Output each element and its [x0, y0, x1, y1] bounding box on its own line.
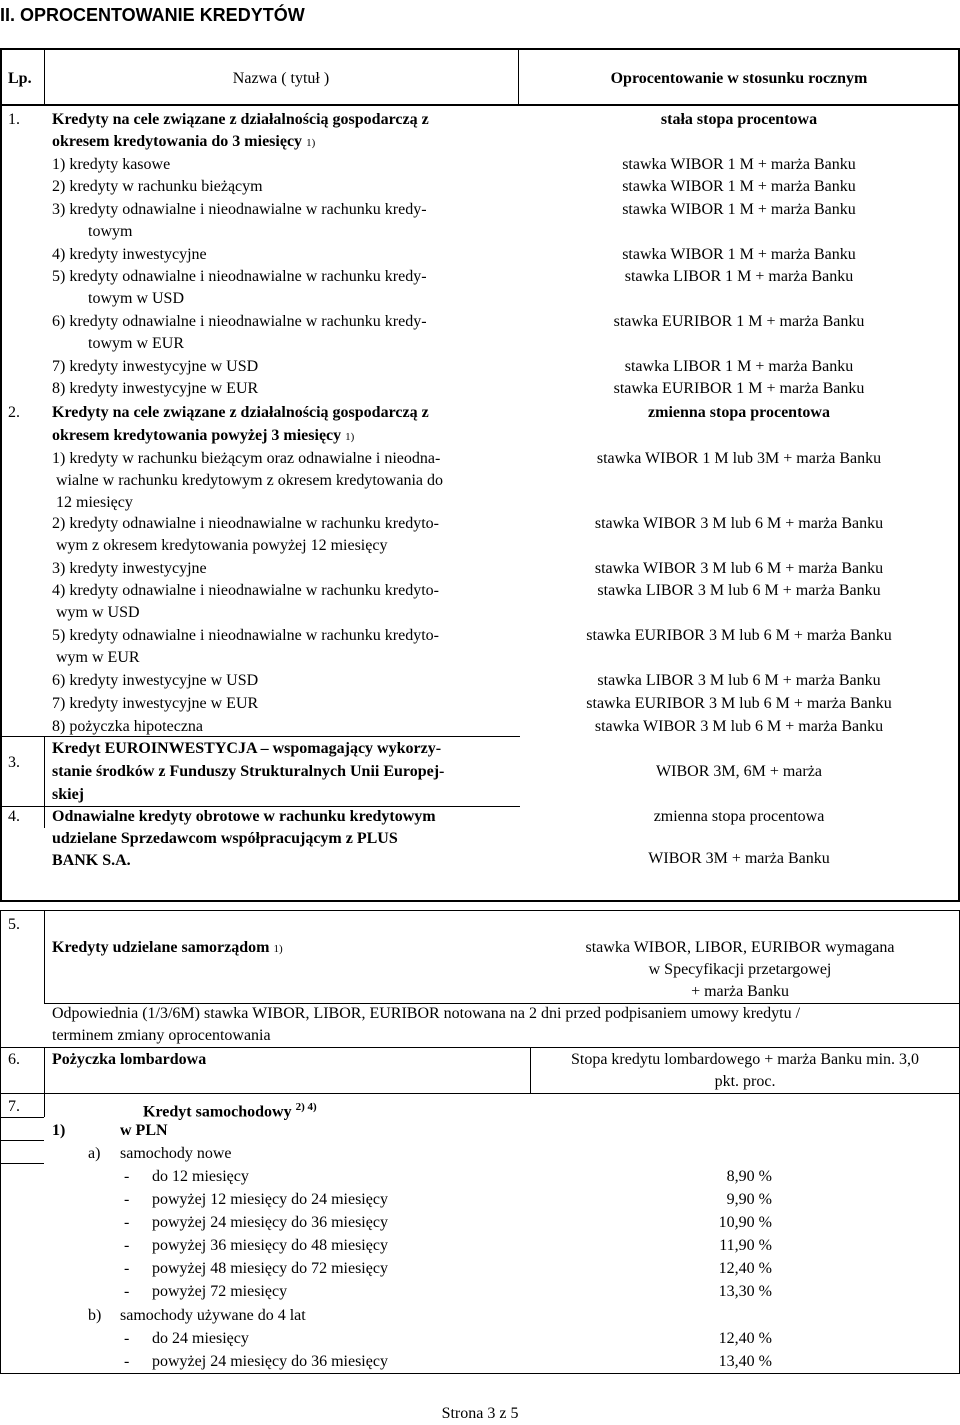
s6-number: 6. [8, 1051, 20, 1068]
s2-item-rate: stawka LIBOR 3 M lub 6 M + marża Banku [597, 582, 881, 599]
s7-row-rate: 8,90 % [726, 1168, 772, 1185]
s7-row-label: do 24 miesięcy [152, 1330, 249, 1347]
s7-row-rate: 12,40 % [718, 1330, 772, 1347]
s1-item-rate: stawka WIBOR 1 M + marża Banku [622, 246, 856, 263]
s1-item-label-cont: towym [88, 223, 133, 240]
s2-title-line1: Kredyty na cele związane z działalnością gospodarczą z [52, 404, 429, 421]
s7-row-label: powyżej 36 miesięcy do 48 miesięcy [152, 1237, 388, 1254]
s1-item-rate: stawka WIBOR 1 M + marża Banku [622, 201, 856, 218]
s1-item-label: 1) kredyty kasowe [52, 156, 171, 173]
s2-title-note: 1) [345, 431, 355, 443]
s5-note-line1: Odpowiednia (1/3/6M) stawka WIBOR, LIBOR, EURIBOR notowana na 2 dni przed podpisaniem umowy kredytu / [52, 1005, 801, 1022]
s1-item-label-cont: towym w USD [88, 290, 185, 307]
s5-rate-line2: w Specyfikacji przetargowej [648, 961, 832, 978]
s2-item-label: 5) kredyty odnawialne i nieodnawialne w rachunku kredyto- [52, 627, 439, 644]
s7-row-dash: - [124, 1330, 130, 1347]
s7-row-rate: 9,90 % [726, 1191, 772, 1208]
s7-group-letter: b) [88, 1307, 102, 1324]
s2-item-rate: stawka EURIBOR 3 M lub 6 M + marża Banku [586, 695, 892, 712]
s7-title-note: 2) 4) [295, 1101, 317, 1113]
s7-row-label: powyżej 24 miesięcy do 36 miesięcy [152, 1214, 388, 1231]
s2-number: 2. [8, 404, 20, 421]
s7-sub-number: 1) [52, 1122, 66, 1139]
s1-item-label: 5) kredyty odnawialne i nieodnawialne w rachunku kredy- [52, 268, 427, 285]
s1-title-line2: okresem kredytowania do 3 miesięcy [52, 133, 303, 150]
s3-number: 3. [8, 754, 20, 771]
s3-rate: WIBOR 3M, 6M + marża [656, 763, 822, 780]
s3-line1: Kredyt EUROINWESTYCJA – wspomagający wykorzy- [52, 740, 442, 757]
s2-item-label: 8) pożyczka hipoteczna [52, 718, 204, 735]
s1-item-label: 7) kredyty inwestycyjne w USD [52, 358, 259, 375]
s1-item-rate: stawka WIBOR 1 M + marża Banku [622, 156, 856, 173]
s7-number: 7. [8, 1098, 20, 1115]
s6-rate-line2: pkt. proc. [714, 1073, 776, 1090]
s7-sub-title: w PLN [120, 1122, 168, 1139]
s5-rate-line1: stawka WIBOR, LIBOR, EURIBOR wymagana [585, 939, 895, 956]
s7-row-rate: 13,30 % [718, 1283, 772, 1300]
s2-rate-type: zmienna stopa procentowa [648, 404, 830, 421]
s1-item-rate: stawka EURIBOR 1 M + marża Banku [613, 380, 865, 397]
s2-item-label: 7) kredyty inwestycyjne w EUR [52, 695, 259, 712]
s1-item-label: 6) kredyty odnawialne i nieodnawialne w rachunku kredy- [52, 313, 427, 330]
s2-item-label: 2) kredyty odnawialne i nieodnawialne w rachunku kredyto- [52, 515, 439, 532]
s7-row-label: powyżej 24 miesięcy do 36 miesięcy [152, 1353, 388, 1370]
s1-item-rate: stawka WIBOR 1 M + marża Banku [622, 178, 856, 195]
s2-item-label: 12 miesięcy [56, 494, 133, 511]
s7-row-dash: - [124, 1260, 130, 1277]
s7-row-dash: - [124, 1168, 130, 1185]
s4-rate-line1: zmienna stopa procentowa [653, 808, 825, 825]
s7-group-title: samochody używane do 4 lat [120, 1307, 306, 1324]
s1-rate-type: stała stopa procentowa [660, 111, 818, 128]
s4-number: 4. [8, 808, 20, 825]
s7-title: Kredyt samochodowy [143, 1103, 292, 1121]
s2-item-label: 3) kredyty inwestycyjne [52, 560, 207, 577]
s2-item-label: 1) kredyty w rachunku bieżącym oraz odnawialne i nieodna- [52, 450, 441, 467]
s7-row-dash: - [124, 1237, 130, 1254]
s2-item-rate: stawka EURIBOR 3 M lub 6 M + marża Banku [586, 627, 892, 644]
s7-row-dash: - [124, 1191, 130, 1208]
s4-line1: Odnawialne kredyty obrotowe w rachunku kredytowym [52, 808, 436, 825]
s4-line2: udzielane Sprzedawcom współpracującym z PLUS [52, 830, 398, 847]
s7-group-letter: a) [88, 1145, 101, 1162]
s2-title-line2: okresem kredytowania powyżej 3 miesięcy [52, 427, 342, 444]
s1-item-rate: stawka LIBOR 1 M + marża Banku [624, 268, 854, 285]
s1-item-label-cont: towym w EUR [88, 335, 184, 352]
s2-item-rate: stawka WIBOR 1 M lub 3M + marża Banku [596, 450, 882, 467]
s7-row-rate: 12,40 % [718, 1260, 772, 1277]
s7-row-label: do 12 miesięcy [152, 1168, 249, 1185]
page-footer: Strona 3 z 5 [441, 1405, 519, 1422]
s5-title-note: 1) [273, 943, 283, 955]
s7-row-label: powyżej 72 miesięcy [152, 1283, 288, 1300]
s6-title: Pożyczka lombardowa [52, 1051, 207, 1068]
s5-title: Kredyty udzielane samorządom [52, 939, 270, 956]
s7-row-rate: 11,90 % [719, 1237, 772, 1254]
s2-item-label: wialne w rachunku kredytowym z okresem kredytowania do [56, 472, 443, 489]
s7-row-rate: 10,90 % [718, 1214, 772, 1231]
s7-row-rate: 13,40 % [718, 1353, 772, 1370]
s2-item-label: wym z okresem kredytowania powyżej 12 miesięcy [56, 537, 388, 554]
s7-group-title: samochody nowe [120, 1145, 232, 1162]
s2-item-label: 6) kredyty inwestycyjne w USD [52, 672, 259, 689]
s7-row-dash: - [124, 1214, 130, 1231]
s7-row-label: powyżej 48 miesięcy do 72 miesięcy [152, 1260, 388, 1277]
s3-line3: skiej [52, 786, 84, 803]
s6-rate-line1: Stopa kredytu lombardowego + marża Banku min. 3,0 [570, 1051, 920, 1068]
s2-item-label: wym w USD [56, 604, 140, 621]
section-title: II. OPROCENTOWANIE KREDYTÓW [0, 5, 305, 25]
s4-rate-line2: WIBOR 3M + marża Banku [648, 850, 830, 867]
header-rate: Oprocentowanie w stosunku rocznym [610, 70, 868, 87]
s1-item-label: 2) kredyty w rachunku bieżącym [52, 178, 263, 195]
s7-row-dash: - [124, 1283, 130, 1300]
s1-number: 1. [8, 111, 20, 128]
s2-item-rate: stawka WIBOR 3 M lub 6 M + marża Banku [594, 560, 884, 577]
s2-item-rate: stawka WIBOR 3 M lub 6 M + marża Banku [594, 718, 884, 735]
s7-row-dash: - [124, 1353, 130, 1370]
s3-line2: stanie środków z Funduszy Strukturalnych Unii Europej- [52, 763, 445, 780]
s2-item-label: 4) kredyty odnawialne i nieodnawialne w rachunku kredyto- [52, 582, 439, 599]
s1-title-line1: Kredyty na cele związane z działalnością gospodarczą z [52, 111, 429, 128]
s4-line3: BANK S.A. [52, 852, 131, 869]
s1-item-rate: stawka LIBOR 1 M + marża Banku [624, 358, 854, 375]
s2-item-rate: stawka LIBOR 3 M lub 6 M + marża Banku [597, 672, 881, 689]
s7-row-label: powyżej 12 miesięcy do 24 miesięcy [152, 1191, 388, 1208]
s5-note-line2: terminem zmiany oprocentowania [52, 1027, 271, 1044]
s1-title-note: 1) [306, 137, 316, 149]
s1-item-rate: stawka EURIBOR 1 M + marża Banku [613, 313, 865, 330]
header-lp: Lp. [8, 70, 32, 87]
s1-item-label: 4) kredyty inwestycyjne [52, 246, 207, 263]
s2-item-label: wym w EUR [56, 649, 140, 666]
s2-item-rate: stawka WIBOR 3 M lub 6 M + marża Banku [594, 515, 884, 532]
s1-item-label: 8) kredyty inwestycyjne w EUR [52, 380, 259, 397]
s5-number: 5. [8, 916, 20, 933]
header-name: Nazwa ( tytuł ) [232, 70, 330, 87]
s5-rate-line3: + marża Banku [691, 983, 789, 1000]
s1-item-label: 3) kredyty odnawialne i nieodnawialne w rachunku kredy- [52, 201, 427, 218]
